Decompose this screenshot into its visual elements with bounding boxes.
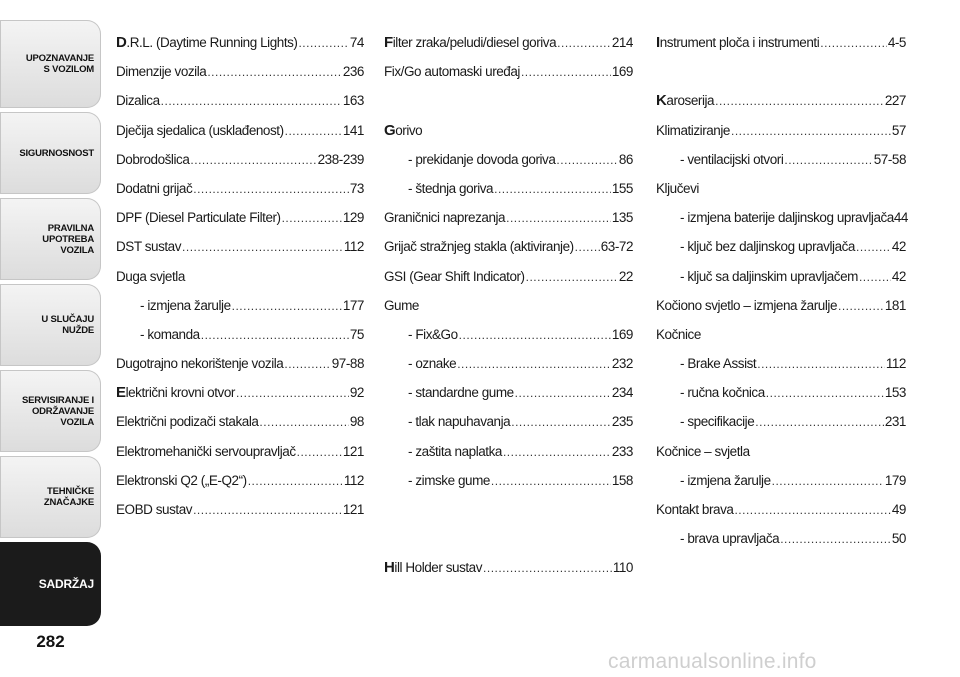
index-entry-label bbox=[116, 203, 281, 232]
dot-leader bbox=[838, 292, 884, 321]
index-entry bbox=[116, 495, 364, 524]
dot-leader bbox=[297, 438, 342, 467]
index-entry bbox=[384, 349, 633, 378]
index-entry-label bbox=[116, 407, 258, 436]
index-entry bbox=[384, 174, 633, 203]
index-entry bbox=[656, 437, 906, 466]
index-page-ref[interactable]: 74 bbox=[349, 35, 364, 50]
index-page-ref[interactable]: 92 bbox=[349, 385, 364, 401]
index-entry bbox=[656, 466, 906, 495]
index-entry-text: - komanda bbox=[140, 326, 200, 342]
dot-leader bbox=[190, 146, 316, 175]
index-page-ref[interactable]: 214 bbox=[611, 35, 633, 50]
tab-sigurnosnost[interactable] bbox=[0, 112, 101, 194]
index-entry-label bbox=[116, 116, 284, 145]
index-entry-label bbox=[384, 291, 419, 320]
index-entry bbox=[116, 378, 364, 407]
index-entry-text: - tlak napuhavanja bbox=[408, 414, 511, 430]
index-entry-text: orivo bbox=[395, 122, 423, 138]
index-entry-text: lektrični krovni otvor bbox=[125, 385, 235, 401]
dot-leader bbox=[515, 379, 611, 408]
dot-leader bbox=[766, 379, 884, 408]
index-entry bbox=[656, 232, 906, 261]
index-entry-text: .R.L. (Daytime Running Lights) bbox=[126, 35, 298, 50]
tab-label: U SLUČAJU NUŽDE bbox=[41, 314, 94, 336]
tab-label: PRAVILNA UPOTREBA VOZILA bbox=[42, 222, 94, 256]
index-letter-initial: G bbox=[384, 121, 396, 139]
index-spacer bbox=[384, 86, 633, 115]
dot-leader bbox=[757, 350, 885, 379]
index-entry-text: - ručna kočnica bbox=[680, 385, 765, 401]
index-entry-label bbox=[656, 291, 837, 320]
index-entry-text: aroserija bbox=[666, 93, 715, 109]
index-page-ref[interactable]: 49 bbox=[891, 502, 906, 517]
index-page-ref[interactable]: 86 bbox=[618, 151, 633, 167]
index-entry-label bbox=[384, 553, 482, 582]
dot-leader bbox=[491, 467, 611, 496]
index-entry-label bbox=[680, 232, 855, 261]
index-entry-text: - Brake Assist bbox=[680, 356, 757, 372]
index-entry bbox=[116, 116, 364, 145]
index-entry bbox=[384, 116, 633, 145]
index-entry bbox=[384, 28, 633, 57]
index-entry-text: Dobrodošlica bbox=[116, 151, 190, 167]
index-entry-label bbox=[680, 349, 756, 378]
index-entry-label bbox=[680, 524, 779, 553]
dot-leader bbox=[259, 408, 348, 437]
index-entry-label bbox=[116, 145, 189, 174]
index-entry bbox=[116, 407, 364, 436]
index-entry-label bbox=[680, 466, 771, 495]
dot-leader bbox=[503, 438, 611, 467]
dot-leader bbox=[820, 29, 887, 58]
index-entry bbox=[116, 28, 364, 57]
index-page-ref[interactable]: 233 bbox=[611, 443, 633, 459]
dot-leader bbox=[282, 204, 342, 233]
dot-leader bbox=[457, 350, 611, 379]
index-entry-label bbox=[116, 437, 296, 466]
index-entry-text: - zimske gume bbox=[408, 472, 490, 488]
index-entry-text: Električni podizači stakala bbox=[116, 414, 259, 430]
index-entry bbox=[656, 203, 906, 232]
tab-tehnicke-znacajke[interactable] bbox=[0, 456, 101, 538]
tab-label: SADRŽAJ bbox=[38, 576, 94, 591]
index-entry-text: - izmjena baterije daljinskog upravljača bbox=[680, 210, 894, 226]
index-letter-initial: H bbox=[384, 559, 395, 577]
index-entry-label bbox=[680, 203, 894, 232]
index-page-ref[interactable]: 97-88 bbox=[331, 356, 364, 372]
index-page-ref[interactable]: 238-239 bbox=[317, 151, 364, 167]
index-entry-label bbox=[116, 495, 192, 524]
index-entry bbox=[116, 466, 364, 495]
index-page-ref[interactable]: 141 bbox=[342, 122, 364, 138]
index-entry bbox=[656, 86, 906, 115]
index-column-1 bbox=[116, 28, 364, 524]
index-entry bbox=[656, 116, 906, 145]
tab-label: SERVISIRANJE I ODRŽAVANJE VOZILA bbox=[22, 394, 94, 428]
index-entry-text: Gume bbox=[384, 297, 419, 313]
index-entry-label bbox=[680, 407, 754, 436]
index-entry bbox=[116, 203, 364, 232]
index-page-ref[interactable]: 73 bbox=[349, 180, 364, 196]
dot-leader bbox=[755, 408, 884, 437]
index-entry-text: - ključ sa daljinskim upravljačem bbox=[680, 268, 858, 284]
index-entry-label bbox=[656, 174, 699, 203]
index-page-ref[interactable]: 236 bbox=[342, 64, 364, 80]
index-letter-initial: F bbox=[384, 34, 393, 51]
index-page-ref[interactable]: 153 bbox=[884, 385, 906, 401]
dot-leader bbox=[506, 204, 611, 233]
index-page-ref[interactable]: 110 bbox=[612, 560, 633, 576]
index-entry-label bbox=[656, 495, 733, 524]
index-page-ref[interactable]: 112 bbox=[343, 472, 364, 488]
tab-sadrzaj[interactable] bbox=[0, 542, 101, 626]
index-entry-text: Dizalica bbox=[116, 93, 160, 109]
index-entry-text: nstrument ploča i instrumenti bbox=[659, 35, 820, 50]
dot-leader bbox=[483, 554, 612, 583]
index-entry bbox=[656, 524, 906, 553]
index-entry-label bbox=[408, 145, 555, 174]
index-page-ref[interactable]: 135 bbox=[611, 210, 633, 226]
index-spacer bbox=[384, 495, 633, 524]
index-entry-label bbox=[116, 28, 297, 57]
index-page-ref[interactable]: 112 bbox=[343, 239, 364, 255]
index-entry-label bbox=[384, 28, 556, 57]
index-entry bbox=[116, 174, 364, 203]
index-entry-text: DST sustav bbox=[116, 239, 182, 255]
index-entry bbox=[656, 28, 906, 57]
index-entry-text: Elektromehanički servoupravljač bbox=[116, 443, 296, 459]
index-page-ref[interactable]: 98 bbox=[349, 414, 364, 430]
index-entry-text: - ventilacijski otvori bbox=[680, 151, 784, 167]
index-entry-text: Dodatni grijač bbox=[116, 180, 193, 196]
index-entry-label bbox=[384, 203, 505, 232]
index-entry-text: - štednja goriva bbox=[408, 180, 494, 196]
index-page-ref[interactable]: 232 bbox=[611, 356, 633, 372]
dot-leader bbox=[285, 117, 342, 146]
index-entry-label bbox=[408, 349, 456, 378]
index-entry bbox=[656, 407, 906, 436]
index-entry bbox=[384, 291, 633, 320]
dot-leader bbox=[248, 467, 343, 496]
index-entry bbox=[116, 232, 364, 261]
index-entry-label bbox=[116, 349, 283, 378]
index-entry bbox=[116, 291, 364, 320]
index-page-ref[interactable]: 63-72 bbox=[600, 239, 633, 255]
index-entry-label bbox=[116, 466, 247, 495]
index-entry-text: Dimenzije vozila bbox=[116, 64, 207, 80]
index-entry bbox=[384, 320, 633, 349]
index-entry-text: Elektronski Q2 („E-Q2“) bbox=[116, 472, 247, 488]
index-entry-text: - izmjena žarulje bbox=[680, 472, 771, 488]
page-number: 282 bbox=[36, 632, 65, 651]
index-entry-text: Duga svjetla bbox=[116, 268, 185, 284]
index-entry-text: Fix/Go automaski uređaj bbox=[384, 64, 520, 80]
dot-leader bbox=[494, 175, 611, 204]
index-page-ref[interactable]: 42 bbox=[891, 239, 906, 255]
dot-leader bbox=[856, 233, 891, 262]
dot-leader bbox=[193, 496, 342, 525]
index-entry-label bbox=[408, 466, 490, 495]
index-entry bbox=[116, 320, 364, 349]
index-entry-text: Dugotrajno nekorištenje vozila bbox=[116, 356, 284, 372]
section-tab-sidebar bbox=[0, 0, 101, 677]
index-entry-text: Kontakt brava bbox=[656, 502, 734, 517]
index-entry bbox=[384, 203, 633, 232]
index-entry-label bbox=[656, 320, 701, 349]
index-entry-text: Grijač stražnjeg stakla (aktiviranje) bbox=[384, 239, 574, 255]
index-entry-text: Kočnice – svjetla bbox=[656, 443, 750, 459]
index-entry bbox=[116, 262, 364, 291]
index-page-ref[interactable]: 50 bbox=[891, 531, 906, 547]
index-page-ref[interactable]: 234 bbox=[611, 385, 633, 401]
index-entry-text: - prekidanje dovoda goriva bbox=[408, 151, 556, 167]
index-page-ref[interactable]: 177 bbox=[342, 297, 364, 313]
index-entry-label bbox=[116, 174, 192, 203]
index-entry bbox=[656, 145, 906, 174]
index-page-ref[interactable]: 121 bbox=[342, 502, 364, 517]
index-page-ref[interactable]: 57-58 bbox=[873, 151, 906, 167]
dot-leader bbox=[207, 58, 341, 87]
dot-leader bbox=[772, 467, 884, 496]
index-spacer bbox=[656, 57, 906, 86]
index-page-ref[interactable]: 169 bbox=[611, 64, 633, 80]
index-entry bbox=[656, 174, 906, 203]
dot-leader bbox=[557, 29, 611, 58]
index-entry-text: GSI (Gear Shift Indicator) bbox=[384, 268, 525, 284]
index-entry-label bbox=[656, 86, 714, 115]
index-page-ref[interactable]: 44 bbox=[893, 210, 908, 226]
index-page-ref[interactable]: 155 bbox=[611, 180, 633, 196]
index-entry bbox=[384, 145, 633, 174]
index-entry-label bbox=[384, 262, 525, 291]
dot-leader bbox=[556, 146, 617, 175]
index-entry-label bbox=[680, 145, 783, 174]
index-page-ref[interactable]: 227 bbox=[884, 93, 906, 109]
dot-leader bbox=[161, 87, 342, 116]
index-entry-text: - zaštita naplatka bbox=[408, 443, 502, 459]
index-page-ref[interactable]: 181 bbox=[884, 297, 906, 313]
index-entry-text: Dječija sjedalica (usklađenost) bbox=[116, 122, 284, 138]
index-entry bbox=[656, 320, 906, 349]
index-letter-initial: K bbox=[656, 92, 667, 110]
index-spacer bbox=[384, 524, 633, 553]
dot-leader bbox=[521, 58, 611, 87]
dot-leader bbox=[511, 408, 611, 437]
index-entry-text: - izmjena žarulje bbox=[140, 297, 231, 313]
dot-leader bbox=[780, 525, 891, 554]
index-entry-text: - oznake bbox=[408, 356, 457, 372]
tab-pravilna-upotreba-vozila[interactable] bbox=[0, 198, 101, 280]
index-entry-text: Graničnici naprezanja bbox=[384, 210, 506, 226]
index-entry bbox=[384, 407, 633, 436]
index-entry bbox=[656, 262, 906, 291]
index-entry-label bbox=[116, 232, 181, 261]
index-entry-text: - brava upravljača bbox=[680, 531, 780, 547]
index-letter-initial: D bbox=[116, 34, 127, 51]
dot-leader bbox=[731, 117, 891, 146]
index-entry-text: - ključ bez daljinskog upravljača bbox=[680, 239, 855, 255]
dot-leader bbox=[193, 175, 349, 204]
index-entry-text: Ključevi bbox=[656, 180, 699, 196]
index-entry-label bbox=[408, 407, 510, 436]
index-entry-label bbox=[384, 57, 520, 86]
index-entry-label bbox=[680, 378, 765, 407]
index-entry bbox=[656, 495, 906, 524]
index-page-ref[interactable]: 4-5 bbox=[887, 35, 906, 50]
dot-leader bbox=[232, 292, 342, 321]
index-entry-text: - standardne gume bbox=[408, 385, 514, 401]
dot-leader bbox=[298, 29, 348, 58]
index-entry-label bbox=[384, 116, 422, 145]
index-entry bbox=[384, 553, 633, 582]
dot-leader bbox=[575, 233, 600, 262]
index-page-ref[interactable]: 112 bbox=[885, 356, 906, 372]
index-entry bbox=[384, 466, 633, 495]
index-entry bbox=[116, 86, 364, 115]
index-entry-label bbox=[116, 86, 160, 115]
index-entry bbox=[116, 145, 364, 174]
index-column-2 bbox=[384, 28, 633, 583]
index-entry bbox=[656, 291, 906, 320]
dot-leader bbox=[284, 350, 330, 379]
index-entry-text: EOBD sustav bbox=[116, 502, 193, 517]
tab-servisiranje-i-odrzavanje[interactable] bbox=[0, 370, 101, 452]
index-entry bbox=[656, 378, 906, 407]
index-page-ref[interactable]: 22 bbox=[618, 268, 633, 284]
index-page-ref[interactable]: 235 bbox=[611, 414, 633, 430]
index-entry-label bbox=[680, 262, 858, 291]
index-letter-initial: I bbox=[656, 34, 660, 51]
index-entry bbox=[116, 57, 364, 86]
index-entry-text: Klimatiziranje bbox=[656, 122, 730, 138]
dot-leader bbox=[201, 321, 349, 350]
index-page-ref[interactable]: 57 bbox=[891, 122, 906, 138]
index-entry-label bbox=[140, 291, 231, 320]
index-entry-label bbox=[408, 320, 458, 349]
dot-leader bbox=[784, 146, 872, 175]
index-entry-label bbox=[408, 378, 514, 407]
index-page-ref[interactable]: 121 bbox=[342, 443, 364, 459]
index-entry-label bbox=[116, 57, 206, 86]
index-entry-text: Kočnice bbox=[656, 326, 701, 342]
tab-label: UPOZNAVANJE S VOZILOM bbox=[25, 53, 94, 75]
index-entry-label bbox=[116, 262, 185, 291]
dot-leader bbox=[182, 233, 343, 262]
tab-label: TEHNIČKE ZNAČAJKE bbox=[43, 486, 94, 508]
tab-u-slucaju-nuzde[interactable] bbox=[0, 284, 101, 366]
index-page-ref[interactable]: 158 bbox=[611, 472, 633, 488]
index-entry-label bbox=[656, 116, 730, 145]
index-entry bbox=[384, 262, 633, 291]
dot-leader bbox=[715, 87, 884, 116]
index-entry-text: - specifikacije bbox=[680, 414, 755, 430]
dot-leader bbox=[459, 321, 611, 350]
index-page-ref[interactable]: 169 bbox=[611, 326, 633, 342]
dot-leader bbox=[526, 263, 618, 292]
index-page-ref[interactable]: 179 bbox=[884, 472, 906, 488]
index-page-ref[interactable]: 231 bbox=[884, 414, 906, 430]
index-entry bbox=[656, 349, 906, 378]
index-entry-text: Kočiono svjetlo – izmjena žarulje bbox=[656, 297, 837, 313]
tab-label: SIGURNOSNOST bbox=[19, 147, 94, 159]
dot-leader bbox=[734, 496, 890, 525]
index-letter-initial: E bbox=[116, 384, 126, 402]
index-entry-text: ill Holder sustav bbox=[394, 560, 483, 576]
index-entry bbox=[116, 349, 364, 378]
index-entry bbox=[116, 437, 364, 466]
index-entry-label bbox=[116, 378, 235, 407]
index-entry-label bbox=[656, 437, 750, 466]
index-page-ref[interactable]: 75 bbox=[349, 326, 364, 342]
index-page-ref[interactable]: 42 bbox=[891, 268, 906, 284]
index-entry-text: - Fix&Go bbox=[408, 326, 458, 342]
dot-leader bbox=[236, 379, 349, 408]
tab-upoznavanje-s-vozilom[interactable] bbox=[0, 20, 101, 108]
index-page-ref[interactable]: 163 bbox=[342, 93, 364, 109]
index-entry-label bbox=[140, 320, 200, 349]
index-entry bbox=[384, 232, 633, 261]
index-entry bbox=[384, 57, 633, 86]
index-entry-label bbox=[408, 174, 493, 203]
index-entry-text: DPF (Diesel Particulate Filter) bbox=[116, 210, 281, 226]
index-entry bbox=[384, 437, 633, 466]
index-entry-label bbox=[656, 28, 819, 57]
watermark-text: carmanualsonline.info bbox=[608, 650, 817, 673]
index-entry-label bbox=[384, 232, 574, 261]
index-entry-text: ilter zraka/peludi/diesel goriva bbox=[392, 35, 557, 50]
index-column-3 bbox=[656, 28, 906, 553]
dot-leader bbox=[859, 263, 891, 292]
index-entry-label bbox=[408, 437, 502, 466]
index-entry bbox=[384, 378, 633, 407]
index-page-ref[interactable]: 129 bbox=[342, 210, 364, 226]
